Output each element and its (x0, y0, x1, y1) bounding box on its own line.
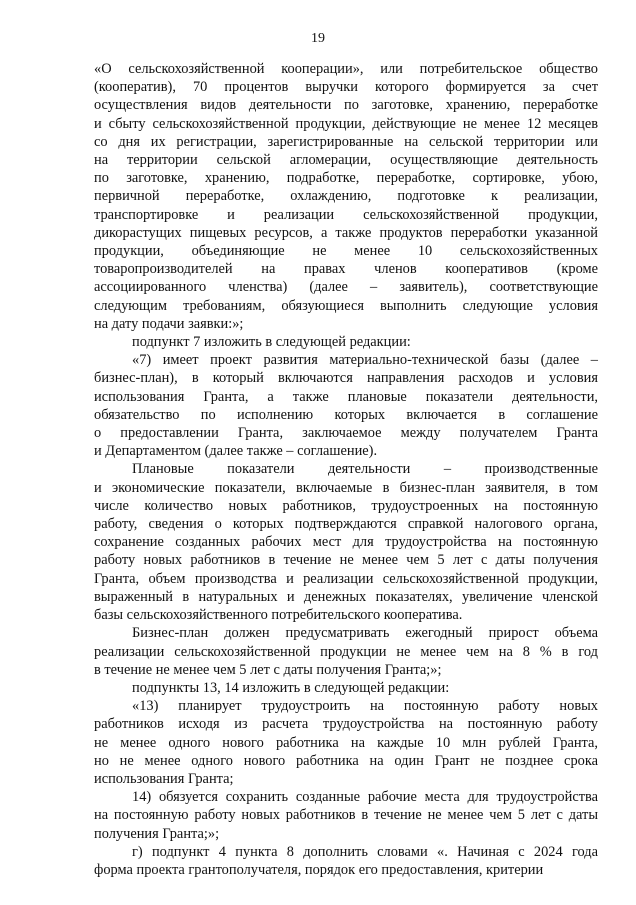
paragraph (94, 60, 598, 333)
text-line: ассоциированного членства) (далее – заявитель), соответствующие (94, 279, 598, 296)
text-line: о предоставлении Гранта, заключаемое между получателем Гранта (94, 425, 598, 442)
text-line: на постоянную работу новых работников в течение не менее чем 5 лет с даты (94, 807, 598, 824)
paragraph (94, 843, 598, 879)
text-line: товаропроизводителей на правах членов кооперативов (кроме (94, 261, 598, 278)
text-line: Плановые показатели деятельности – производственные (132, 461, 598, 478)
text-line: и сбыту сельскохозяйственной продукции, действующие не менее 12 месяцев (94, 115, 598, 132)
text-line: но не менее одного нового работника на один Грант не позднее срока (94, 752, 598, 769)
text-line: дикорастущих пищевых ресурсов, а также продуктов переработки указанной (94, 224, 598, 241)
text-line: транспортировке и реализации сельскохозяйственной продукции, (94, 206, 598, 223)
text-line: «О сельскохозяйственной кооперации», или потребительское общество (94, 61, 598, 77)
paragraph (94, 697, 598, 788)
text-line: обязательство по исполнению которых включается в соглашение (94, 406, 598, 423)
text-line: числе количество новых работников, трудоустроенных на постоянную (94, 497, 598, 514)
text-line: на территории сельской агломерации, осуществляющие деятельность (94, 152, 598, 169)
text-line: получения Гранта;»; (94, 825, 220, 842)
text-line: выраженный в натуральных и денежных показателях, увеличение членской (94, 588, 598, 605)
paragraph (94, 351, 598, 460)
text-line: использования Гранта, а также плановые показатели деятельности, (94, 388, 598, 405)
text-line: работу новых работников в течение не менее чем 5 лет с даты получения (94, 552, 598, 569)
text-line: «7) имеет проект развития материально-технической базы (далее – (132, 352, 598, 369)
text-line: Гранта, объем производства и реализации сельскохозяйственной продукции, (94, 570, 598, 587)
text-line: и экономические показатели, включаемые в бизнес-план заявителя, в том (94, 479, 598, 496)
text-line: продукции, объединяющие не менее 10 сельскохозяйственных (94, 243, 598, 260)
text-line: в течение не менее чем 5 лет с даты получения Гранта;»; (94, 661, 442, 678)
text-line: подпункты 13, 14 изложить в следующей редакции: (132, 679, 450, 696)
text-line: реализации сельскохозяйственной продукции не менее чем на 8 % в год (94, 643, 598, 660)
text-line: работников исходя из расчета трудоустройства на постоянную работу (94, 716, 598, 733)
text-line: следующим требованиям, обязующиеся выполнить следующие условия (94, 297, 598, 314)
page-number: 19 (311, 31, 325, 46)
document-body (94, 60, 598, 879)
text-line: со дня их регистрации, зарегистрированные на сельской территории или (94, 133, 598, 150)
text-line: г) подпункт 4 пункта 8 дополнить словами «. Начиная с 2024 года (132, 843, 598, 860)
text-line: «13) планирует трудоустроить на постоянную работу новых (132, 698, 598, 715)
text-line: не менее одного нового работника на каждые 10 млн рублей Гранта, (94, 734, 598, 751)
text-line: работу, сведения о которых подтверждаются справкой налогового органа, (94, 516, 598, 533)
text-line: осуществления видов деятельности по заготовке, хранению, переработке (94, 97, 598, 114)
text-line: подпункт 7 изложить в следующей редакции: (132, 334, 411, 351)
text-line: на дату подачи заявки:»; (94, 315, 244, 332)
paragraph (94, 679, 598, 697)
paragraph (94, 788, 598, 843)
text-line: по заготовке, хранению, подработке, переработке, сортировке, убою, (94, 170, 598, 187)
paragraph (94, 333, 598, 351)
text-line: Бизнес-план должен предусматривать ежегодный прирост объема (132, 625, 598, 642)
text-line: первичной переработке, охлаждению, подготовке к реализации, (94, 188, 598, 205)
text-line: базы сельскохозяйственного потребительского кооператива. (94, 607, 463, 624)
text-line: (кооператив), 70 процентов выручки которого формируется за счет (94, 79, 598, 96)
text-line: бизнес-план), в который включаются направления расходов и условия (94, 370, 598, 387)
text-line: и Департаментом (далее также – соглашение). (94, 443, 378, 460)
paragraph (94, 460, 598, 624)
text-line: форма проекта грантополучателя, порядок его предоставления, критерии (94, 861, 544, 878)
text-line: использования Гранта; (94, 770, 234, 787)
text-line: сохранение созданных рабочих мест для трудоустройства на постоянную (94, 534, 598, 551)
paragraph (94, 624, 598, 679)
text-line: 14) обязуется сохранить созданные рабочие места для трудоустройства (132, 789, 598, 806)
